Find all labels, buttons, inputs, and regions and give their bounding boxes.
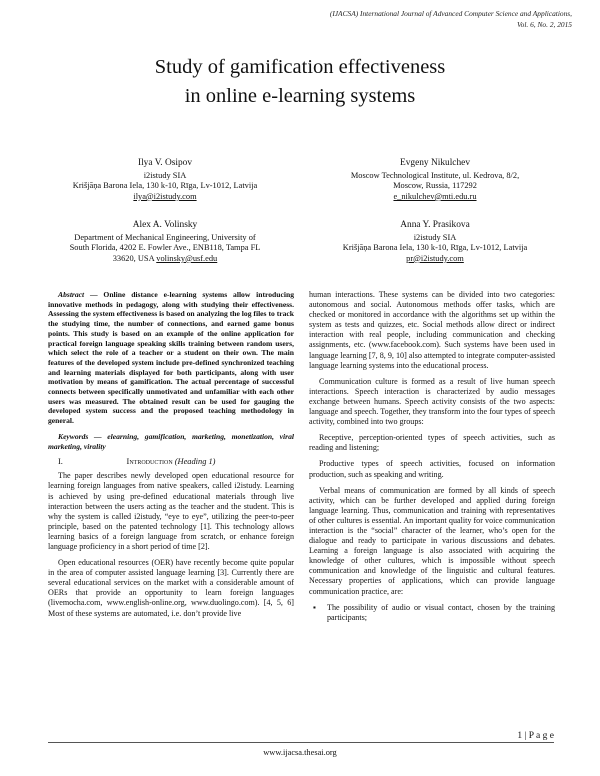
author-affiliation: i2istudy SIA [143,170,187,180]
author-name: Alex A. Volinsky [132,220,198,230]
paragraph: human interactions. These systems can be divided into two categories: autonomous and social. Autonomous methods offer tasks, which are checked or monitored in accordance with the algorithms set up within the system as tests and quizzes, etc. Social methods allow direct or indirect interaction with real people, including communication and checking assignments, etc. (www.facebook.com). Such systems have been used in language learning [7, 8, 9, 10] also attempted to integrate computer-assisted language learning systems into the educational process. [309,290,555,370]
paragraph: Communication culture is formed as a result of live human speech interactions. Speech interaction is characterized by audio messages exchange between humans. Speech activity consists of the two aspects: language and speech. Together, they transform into the four types of speech activity, combined into two groups: [309,376,555,427]
author-address: South Florida, 4202 E. Fowler Ave., ENB118, Tampa FL [69,243,261,253]
author-block [300,158,570,202]
author-email-link[interactable]: e_nikulchev@mti.edu.ru [393,191,477,201]
author-postcode: 33620, USA [112,253,155,263]
author-email-link[interactable]: pr@i2istudy.com [406,253,464,263]
author-block [300,220,570,264]
page-number: 1 | P a g e [517,731,554,741]
author-address: Krišjāņa Barona Iela, 130 k-10, Rīga, Lv-1012, Latvija [342,243,528,253]
paragraph: Verbal means of communication are formed by all kinds of speech activity, which can be further developed and applied during foreign language learning. Thus, communication and training with representatives of other cultures is essential. An important quality for voice communication interaction is the “social” character of the learner, who’s open for the dialogue and ready to participate in various discussions and debates. Learning a foreign language is also associated with acquiring the knowledge of other cultures, which is impossible without speech communication and knowledge of the linguistic and cultural features. Necessary properties of applications, which can provide language communication practice, are: [309,485,555,596]
list-item-text: The possibility of audio or visual contact, chosen by the training participants; [327,602,555,622]
paragraph: Receptive, perception-oriented types of speech activities, such as reading and listening; [309,433,555,453]
paragraph: The paper describes newly developed open educational resource for learning foreign languages from native speakers, called i2istudy. Learning is achieved by using pre-defined educational materials through live interaction between the users acting as the teacher and the student. This is why the system is called i2istudy, “eye to eye”, utilizing the peer-to-peer principle, based on the patented technology [1]. This technology allows learning basics of a foreign language from scratch, or enhance foreign language proficiency in a short period of time [2]. [48,471,294,551]
journal-header [152,8,572,30]
section-heading [48,457,294,467]
author-name: Evgeny Nikulchev [399,158,471,168]
author-address: Moscow, Russia, 117292 [393,181,477,191]
author-affiliation: Moscow Technological Institute, ul. Kedrova, 8/2, [350,170,520,180]
author-address: Krišjāņa Barona Iela, 130 k-10, Rīga, Lv-1012, Latvija [72,181,258,191]
section-title: Introduction [126,457,173,467]
author-name: Anna Y. Prasikova [400,220,470,230]
paper-title [0,53,600,111]
paragraph: Productive types of speech activities, focused on information production, such as speaking and writing. [309,459,555,479]
author-affiliation: i2istudy SIA [413,232,457,242]
bullet-icon: ▪ [313,602,316,612]
author-email-link[interactable]: volinsky@usf.edu [156,253,218,263]
right-column [309,290,555,627]
title-line-2: in online e-learning systems [184,85,416,107]
author-block [40,220,290,264]
footer-divider [48,742,554,743]
section-heading-label: (Heading 1) [174,457,216,467]
author-email-link[interactable]: ilya@i2istudy.com [133,191,197,201]
title-line-1: Study of gamification effectiveness [154,56,446,78]
paragraph: Open educational resources (OER) have recently become quite popular in the area of computer assisted language learning [3]. Currently there are several educational services on the market with a considerable amount of OERs that provide an opportunity to learn foreign languages (livemocha.com, www.english-online.org, www.duolingo.com). [4, 5, 6] Most of these systems are automated, i.e. don’t provide live [48,558,294,618]
footer-site-link[interactable]: www.ijacsa.thesai.org [263,748,337,757]
keywords-label: Keywords [58,431,89,441]
keywords-text: — elearning, gamification, marketing, monetization, viral marketing, virality [48,431,294,451]
author-affiliation: Department of Mechanical Engineering, University of [74,232,256,242]
section-number: I. [58,457,63,467]
abstract [48,290,294,426]
abstract-text: — Online distance e-learning systems allow introducing innovative methods in pedagogy, along with studying their effectiveness. Assessing the system effectiveness is based on analyzing the log files to track the studying time, the number of connections, and earned game bonus points. This study is based on an example of the online application for practical foreign language speaking skills training between random users, which select the role of a teacher or a student on their own. The main features of the developed system include pre-defined synchronized teaching and learning materials displayed for both participants, along with user motivation by means of gamification. The actual percentage of successful connects between specifically unmotivated and unfamiliar with each other users was measured. The obtained result can be used for gauging the developed system success and the proposed teaching methodology in general. [48,290,294,426]
abstract-label: Abstract [58,290,85,299]
author-block [40,158,290,202]
left-column [48,290,294,625]
author-address-last [40,254,290,265]
keywords [48,432,294,451]
journal-name: (IJACSA) International Journal of Advanced Computer Science and Applications, [329,9,572,18]
list-item [309,603,555,623]
author-name: Ilya V. Osipov [137,158,193,168]
journal-volume: Vol. 6, No. 2, 2015 [516,20,572,29]
